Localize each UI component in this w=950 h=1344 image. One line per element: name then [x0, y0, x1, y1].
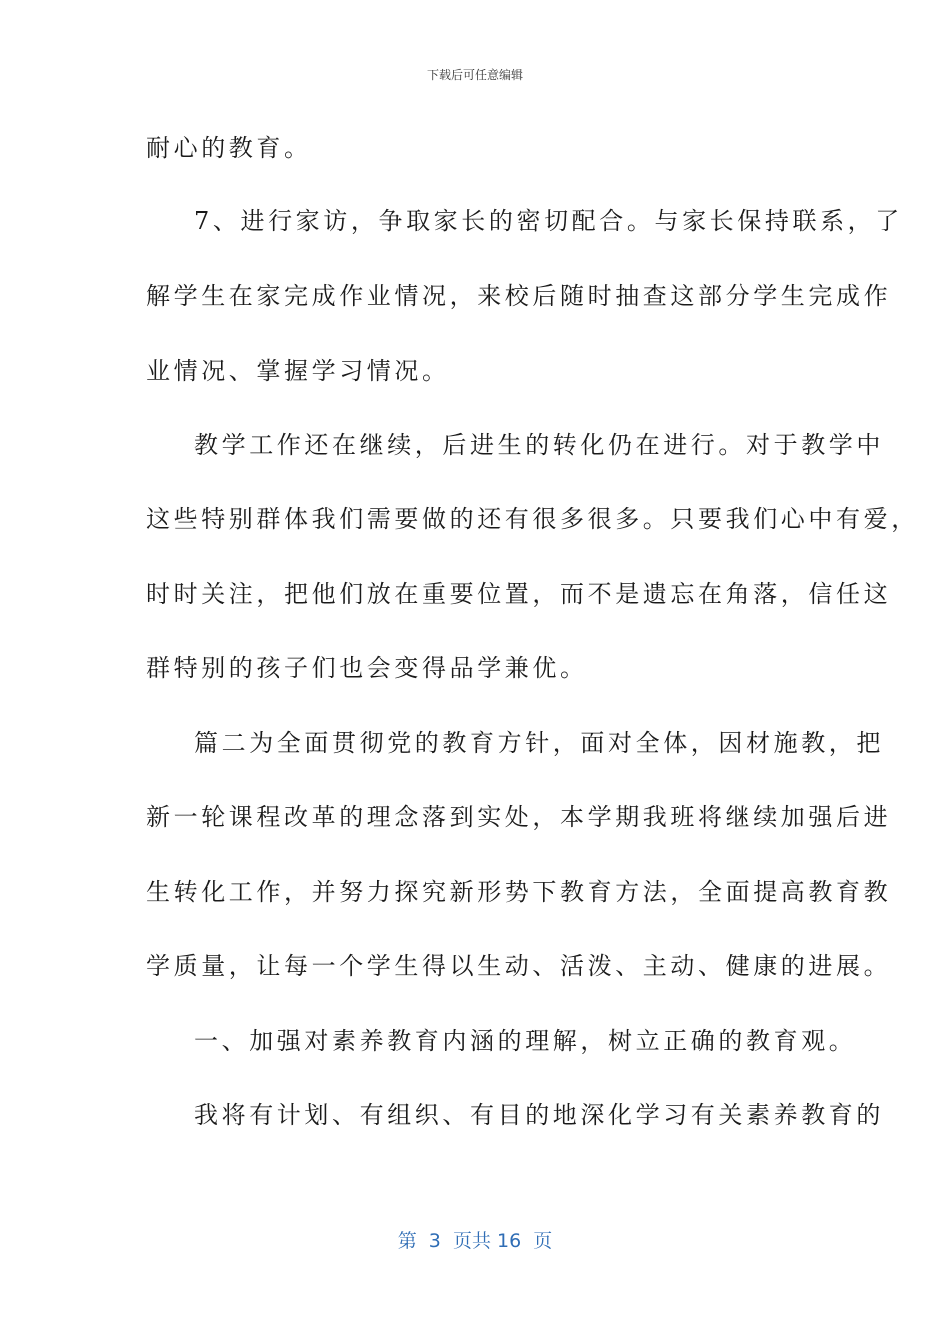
text-line: 新一轮课程改革的理念落到实处，本学期我班将继续加强后进 [146, 803, 892, 831]
text-line: 生转化工作，并努力探究新形势下教育方法，全面提高教育教 [146, 878, 892, 906]
text-line: 我将有计划、有组织、有目的地深化学习有关素养教育的 [194, 1101, 884, 1129]
page-number: 第 3 页共 16 页 [397, 1230, 553, 1252]
text-line: 一、加强对素养教育内涵的理解，树立正确的教育观。 [194, 1027, 857, 1055]
text-line: 耐心的教育。 [146, 134, 312, 162]
text-line: 时时关注，把他们放在重要位置，而不是遗忘在角落，信任这 [146, 580, 892, 608]
text-line: 群特别的孩子们也会变得品学兼优。 [146, 654, 588, 682]
text-line: 这些特别群体我们需要做的还有很多很多。只要我们心中有爱， [146, 505, 919, 533]
page-header: 下载后可任意编辑 [426, 68, 523, 82]
text-line: 7、进行家访，争取家长的密切配合。与家长保持联系，了 [194, 207, 903, 235]
text-line: 篇二为全面贯彻党的教育方针，面对全体，因材施教，把 [194, 729, 884, 757]
text-line: 解学生在家完成作业情况，来校后随时抽查这部分学生完成作 [146, 282, 892, 310]
text-line: 教学工作还在继续，后进生的转化仍在进行。对于教学中 [194, 431, 884, 459]
text-line: 学质量，让每一个学生得以生动、活泼、主动、健康的进展。 [146, 952, 892, 980]
text-line: 业情况、掌握学习情况。 [146, 357, 450, 385]
